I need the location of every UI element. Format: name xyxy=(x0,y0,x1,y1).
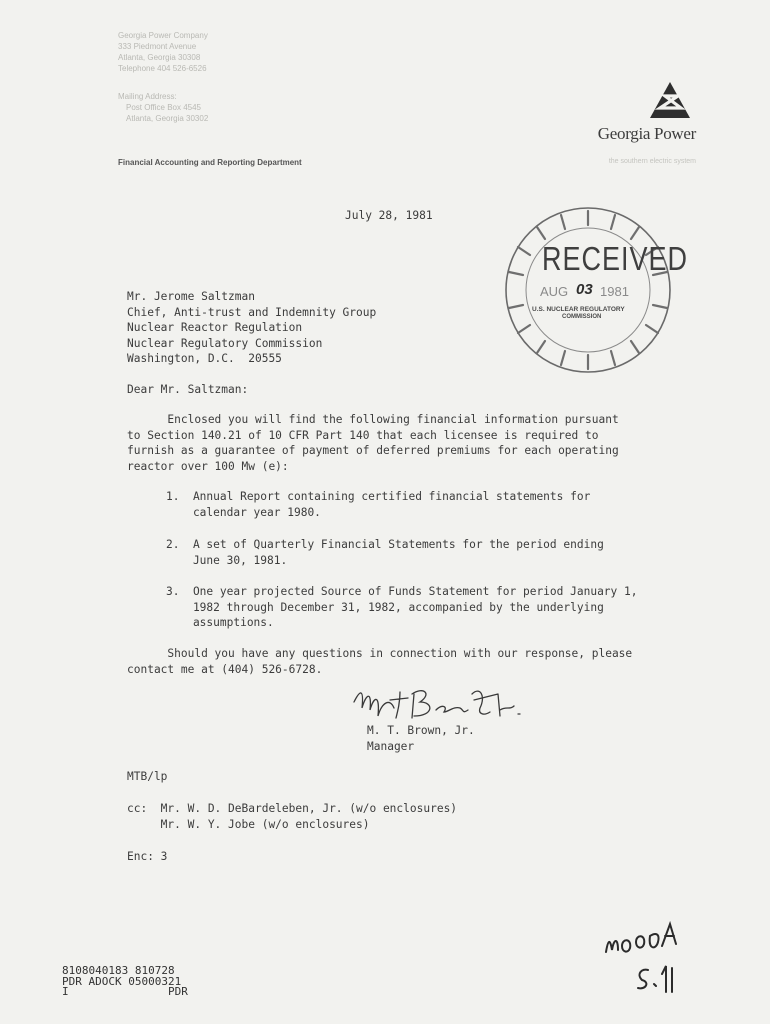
intro-paragraph: Enclosed you will find the following financial information pursuant to Section 140.21 of 10 CFR Part 140 that each licensee is required to furnish as a guarantee of payment of deferred premiums for each operating reactor over 100 Mw (e): xyxy=(127,413,619,473)
georgia-power-logo xyxy=(586,80,696,165)
company-line: Georgia Power Company xyxy=(118,31,208,40)
company-line: Atlanta, Georgia 30308 xyxy=(118,53,201,62)
stamp-day: 03 xyxy=(576,281,593,298)
mailing-label: Mailing Address: xyxy=(118,92,177,101)
company-address-block xyxy=(118,30,208,74)
cc-list: cc: Mr. W. D. DeBardeleben, Jr. (w/o enclosures) Mr. W. Y. Jobe (w/o enclosures) xyxy=(127,802,458,831)
received-stamp xyxy=(500,200,689,384)
address-line: Mr. Jerome Saltzman xyxy=(127,290,255,303)
stamp-agency: COMMISSION xyxy=(562,314,602,320)
typist-initials: MTB/lp xyxy=(127,770,168,783)
letter-date: July 28, 1981 xyxy=(345,209,433,222)
mailing-line: Atlanta, Georgia 30302 xyxy=(126,114,209,123)
stamp-month: AUG xyxy=(540,284,569,299)
signer-title: Manager xyxy=(367,739,415,753)
mailing-line: Post Office Box 4545 xyxy=(126,103,202,112)
closing-paragraph: Should you have any questions in connection with our response, please contact me at (404) 526-6728. xyxy=(127,647,633,676)
signer-block xyxy=(367,723,475,754)
stamp-received-word: RECEIVED xyxy=(542,240,689,278)
handwritten-annotation xyxy=(602,918,692,1002)
mailing-address-block xyxy=(118,91,208,124)
enclosure-item: 3. One year projected Source of Funds Statement for period January 1, 1982 through December 31, 1982, accompanied by the underlying assumptions. xyxy=(166,585,638,629)
recipient-address xyxy=(127,289,376,367)
company-line: 333 Piedmont Avenue xyxy=(118,42,197,51)
address-line: Nuclear Reactor Regulation xyxy=(127,321,303,334)
salutation: Dear Mr. Saltzman: xyxy=(127,383,249,396)
address-line: Nuclear Regulatory Commission xyxy=(127,336,323,350)
address-line: Chief, Anti-trust and Indemnity Group xyxy=(127,305,377,319)
address-line: Washington, D.C. 20555 xyxy=(127,352,282,365)
brand-tagline: the southern electric system xyxy=(608,158,696,165)
enclosure-count: Enc: 3 xyxy=(127,850,168,863)
enclosure-item: 2. A set of Quarterly Financial Statements for the period ending June 30, 1981. xyxy=(166,538,604,567)
signer-name: M. T. Brown, Jr. xyxy=(367,724,475,737)
company-line: Telephone 404 526-6526 xyxy=(118,64,207,73)
department-name: Financial Accounting and Reporting Department xyxy=(118,158,302,167)
document-control-code: 8108040183 810728 PDR ADOCK 05000321 I PDR xyxy=(62,964,188,998)
handwriting-mark-icon xyxy=(602,918,692,998)
stamp-agency: U.S. NUCLEAR REGULATORY xyxy=(532,306,625,313)
enclosure-item: 1. Annual Report containing certified financial statements for calendar year 1980. xyxy=(166,490,591,519)
brand-name: Georgia Power xyxy=(597,124,696,143)
triangle-logo-icon xyxy=(648,80,692,120)
stamp-year: 1981 xyxy=(600,284,629,299)
